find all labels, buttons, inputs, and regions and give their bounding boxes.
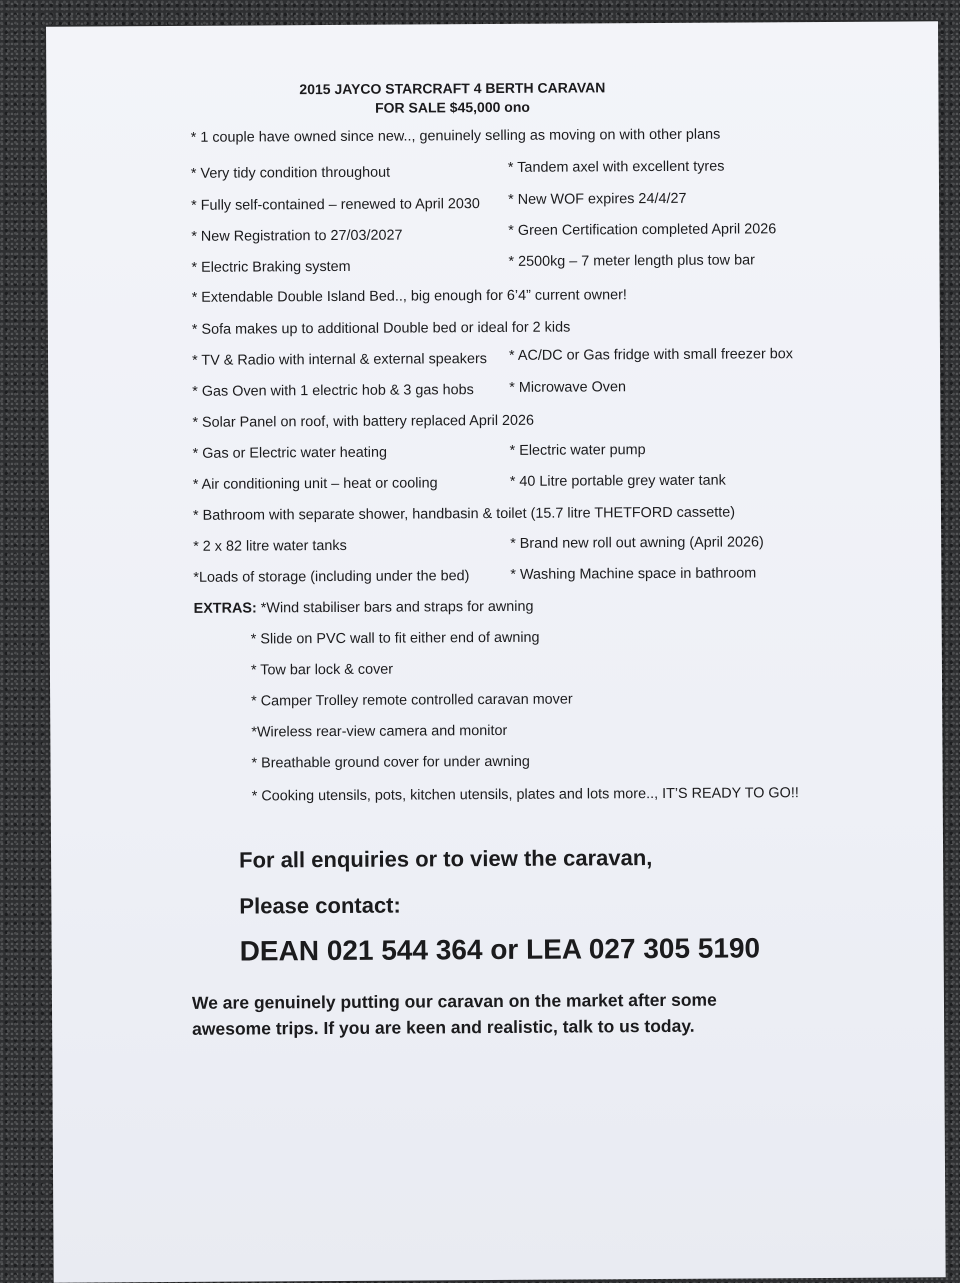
feature-right: * Washing Machine space in bathroom [510,565,757,583]
extras-item: * Slide on PVC wall to fit either end of awning [250,629,540,648]
feature-left: * 2 x 82 litre water tanks [193,537,347,555]
feature-left: * Very tidy condition throughout [190,164,391,182]
extras-item: * Breathable ground cover for under awning [251,753,530,772]
feature-right: * Microwave Oven [509,379,627,396]
feature-right: * Electric water pump [509,442,646,459]
flyer-title: 2015 JAYCO STARCRAFT 4 BERTH CARAVAN [299,79,606,98]
feature-right: * New WOF expires 24/4/27 [508,190,687,208]
extras-item: *Wind stabiliser bars and straps for awning [260,598,534,617]
price-line: FOR SALE $45,000 ono [375,98,530,116]
feature-left: * New Registration to 27/03/2027 [191,227,403,245]
feature-left: * TV & Radio with internal & external speakers [192,351,487,369]
extras-item: * Tow bar lock & cover [250,661,394,679]
feature-left: * Extendable Double Island Bed.., big enough for 6’4” current owner! [191,287,627,306]
feature-left: * Solar Panel on roof, with battery replaced April 2026 [192,412,535,431]
extras-item: * Camper Trolley remote controlled caravan mover [251,691,573,710]
contact-label: Please contact: [239,892,401,919]
feature-left: * Gas or Electric water heating [192,444,388,462]
feature-left: * Gas Oven with 1 electric hob & 3 gas hobs [192,382,474,400]
contact-phones: DEAN 021 544 364 or LEA 027 305 5190 [239,932,761,967]
enquiries-line: For all enquiries or to view the caravan, [239,845,653,873]
closing-paragraph: We are genuinely putting our caravan on the market after some awesome trips. If you are keen and realistic, talk to us today. [191,989,717,1039]
feature-right: * Brand new roll out awning (April 2026) [510,534,764,552]
flyer-sheet [46,21,946,1282]
feature-left: * Electric Braking system [191,258,351,276]
feature-right: * Green Certification completed April 2026 [508,221,777,239]
feature-left: *Loads of storage (including under the bed) [193,568,470,586]
extras-item: * Cooking utensils, pots, kitchen utensils, plates and lots more.., IT’S READY TO GO!! [251,785,799,805]
feature-left: * Fully self-contained – renewed to April 2030 [191,196,480,214]
feature-left: * Bathroom with separate shower, handbasin & toilet (15.7 litre THETFORD cassette) [192,504,736,524]
feature-left: * 1 couple have owned since new.., genuinely selling as moving on with other plans [190,126,721,146]
feature-right: * 2500kg – 7 meter length plus tow bar [508,252,755,270]
extras-section [194,599,534,617]
feature-right: * Tandem axel with excellent tyres [507,158,725,176]
feature-right: * 40 Litre portable grey water tank [509,472,726,490]
extras-item: *Wireless rear-view camera and monitor [251,722,508,741]
feature-left: * Sofa makes up to additional Double bed or ideal for 2 kids [191,319,571,338]
feature-left: * Air conditioning unit – heat or cooling [192,475,438,493]
extras-label: EXTRAS: [193,600,257,617]
feature-right: * AC/DC or Gas fridge with small freezer box [508,346,793,364]
